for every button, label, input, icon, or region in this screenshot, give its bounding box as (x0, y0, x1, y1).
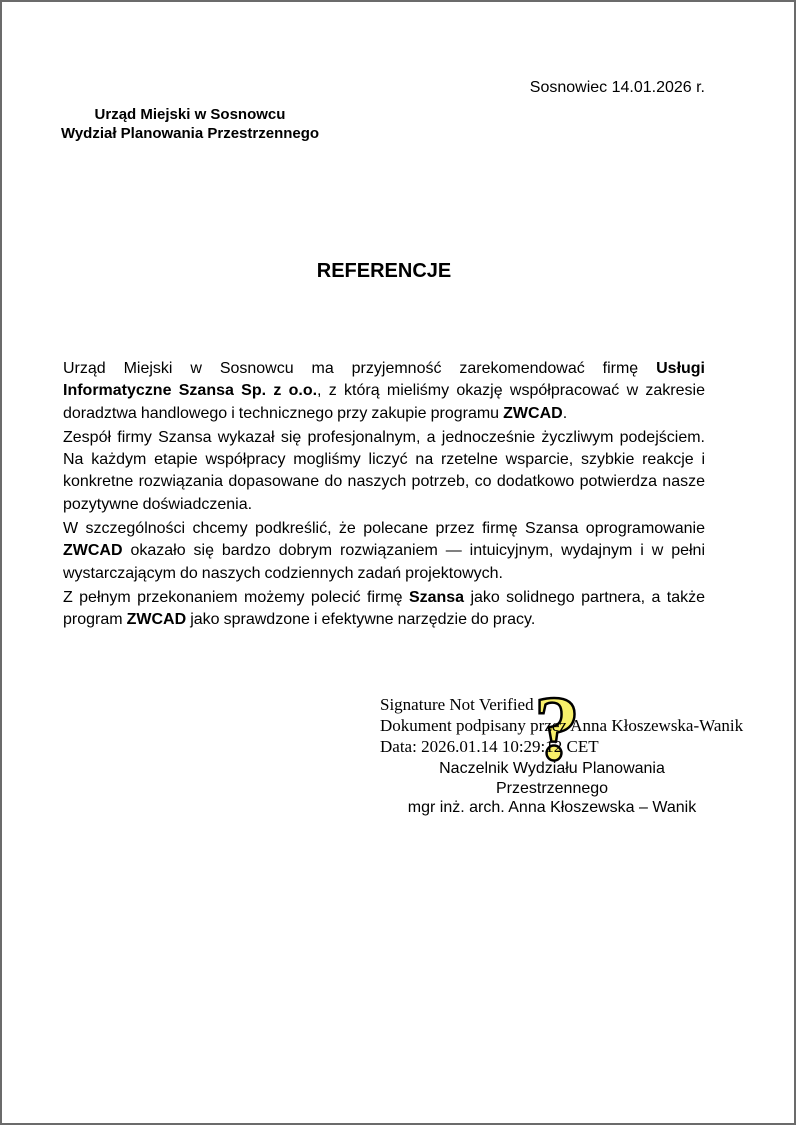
paragraph (63, 587, 705, 632)
paragraph (63, 518, 705, 585)
body-paragraphs (63, 358, 705, 634)
text-run: okazało się bardzo dobrym rozwiązaniem — intuicyjnym, wydajnym i w pełni wystarczającym do naszych codziennych zadań projektowych. (63, 542, 705, 582)
paragraph (63, 358, 705, 425)
stamp-line: Signature Not Verified (380, 695, 534, 714)
text-run: Zespół firmy Szansa wykazał się profesjonalnym, a jednocześnie życzliwym podejściem. Na każdym etapie współpracy mogliśmy liczyć na rzetelne wsparcie, szybkie reakcje i konkretne rozwiązania dopasowane do naszych potrzeb, co dodatkowo potwierdza nasze pozytywne doświadczenia. (63, 428, 705, 513)
org-name: Urząd Miejski w Sosnowcu (94, 106, 286, 123)
text-run: jako sprawdzone i efektywne narzędzie do pracy. (186, 611, 536, 629)
org-department: Wydział Planowania Przestrzennego (60, 124, 320, 142)
document-title: REFERENCJE (316, 260, 452, 282)
bold-text-run: Szansa (408, 588, 465, 606)
question-mark-glyph: ? (534, 687, 580, 777)
text-run: . (562, 404, 568, 422)
date-line: Sosnowiec 14.01.2026 r. (529, 79, 705, 96)
stamp-line: Dokument podpisany przez Anna Kłoszewska-Wanik (380, 716, 744, 735)
signatory-line: Naczelnik Wydziału Planowania (439, 760, 665, 777)
text-run: , z którą mieliśmy okazję współpracować w zakresie doradztwa handlowego i technicznego przy zakupie programu (63, 382, 705, 422)
text-run: Urząd Miejski w Sosnowcu ma przyjemność zarekomendować firmę (63, 360, 657, 377)
signatory-titles (382, 759, 722, 818)
signatory-line: mgr inż. arch. Anna Kłoszewska – Wanik (407, 799, 697, 816)
bold-text-run: ZWCAD (63, 542, 123, 560)
bold-text-run: ZWCAD (126, 611, 187, 629)
org-header (60, 106, 320, 143)
bold-text-run: ZWCAD (503, 404, 563, 422)
text-run: Z pełnym przekonaniem możemy polecić firmę (63, 588, 409, 606)
text-run: W szczególności chcemy podkreślić, że polecane przez firmę Szansa oprogramowanie (63, 520, 705, 538)
paragraph (63, 427, 705, 516)
bold-text-run: Usługi Informatyczne Szansa Sp. z o.o. (63, 360, 705, 400)
stamp-line: Data: 2026.01.14 10:29:12 CET (380, 737, 599, 756)
signature-stamp-text (380, 694, 743, 757)
signatory-line: Przestrzennego (495, 779, 609, 797)
text-run: jako solidnego partnera, a także program (63, 588, 705, 629)
